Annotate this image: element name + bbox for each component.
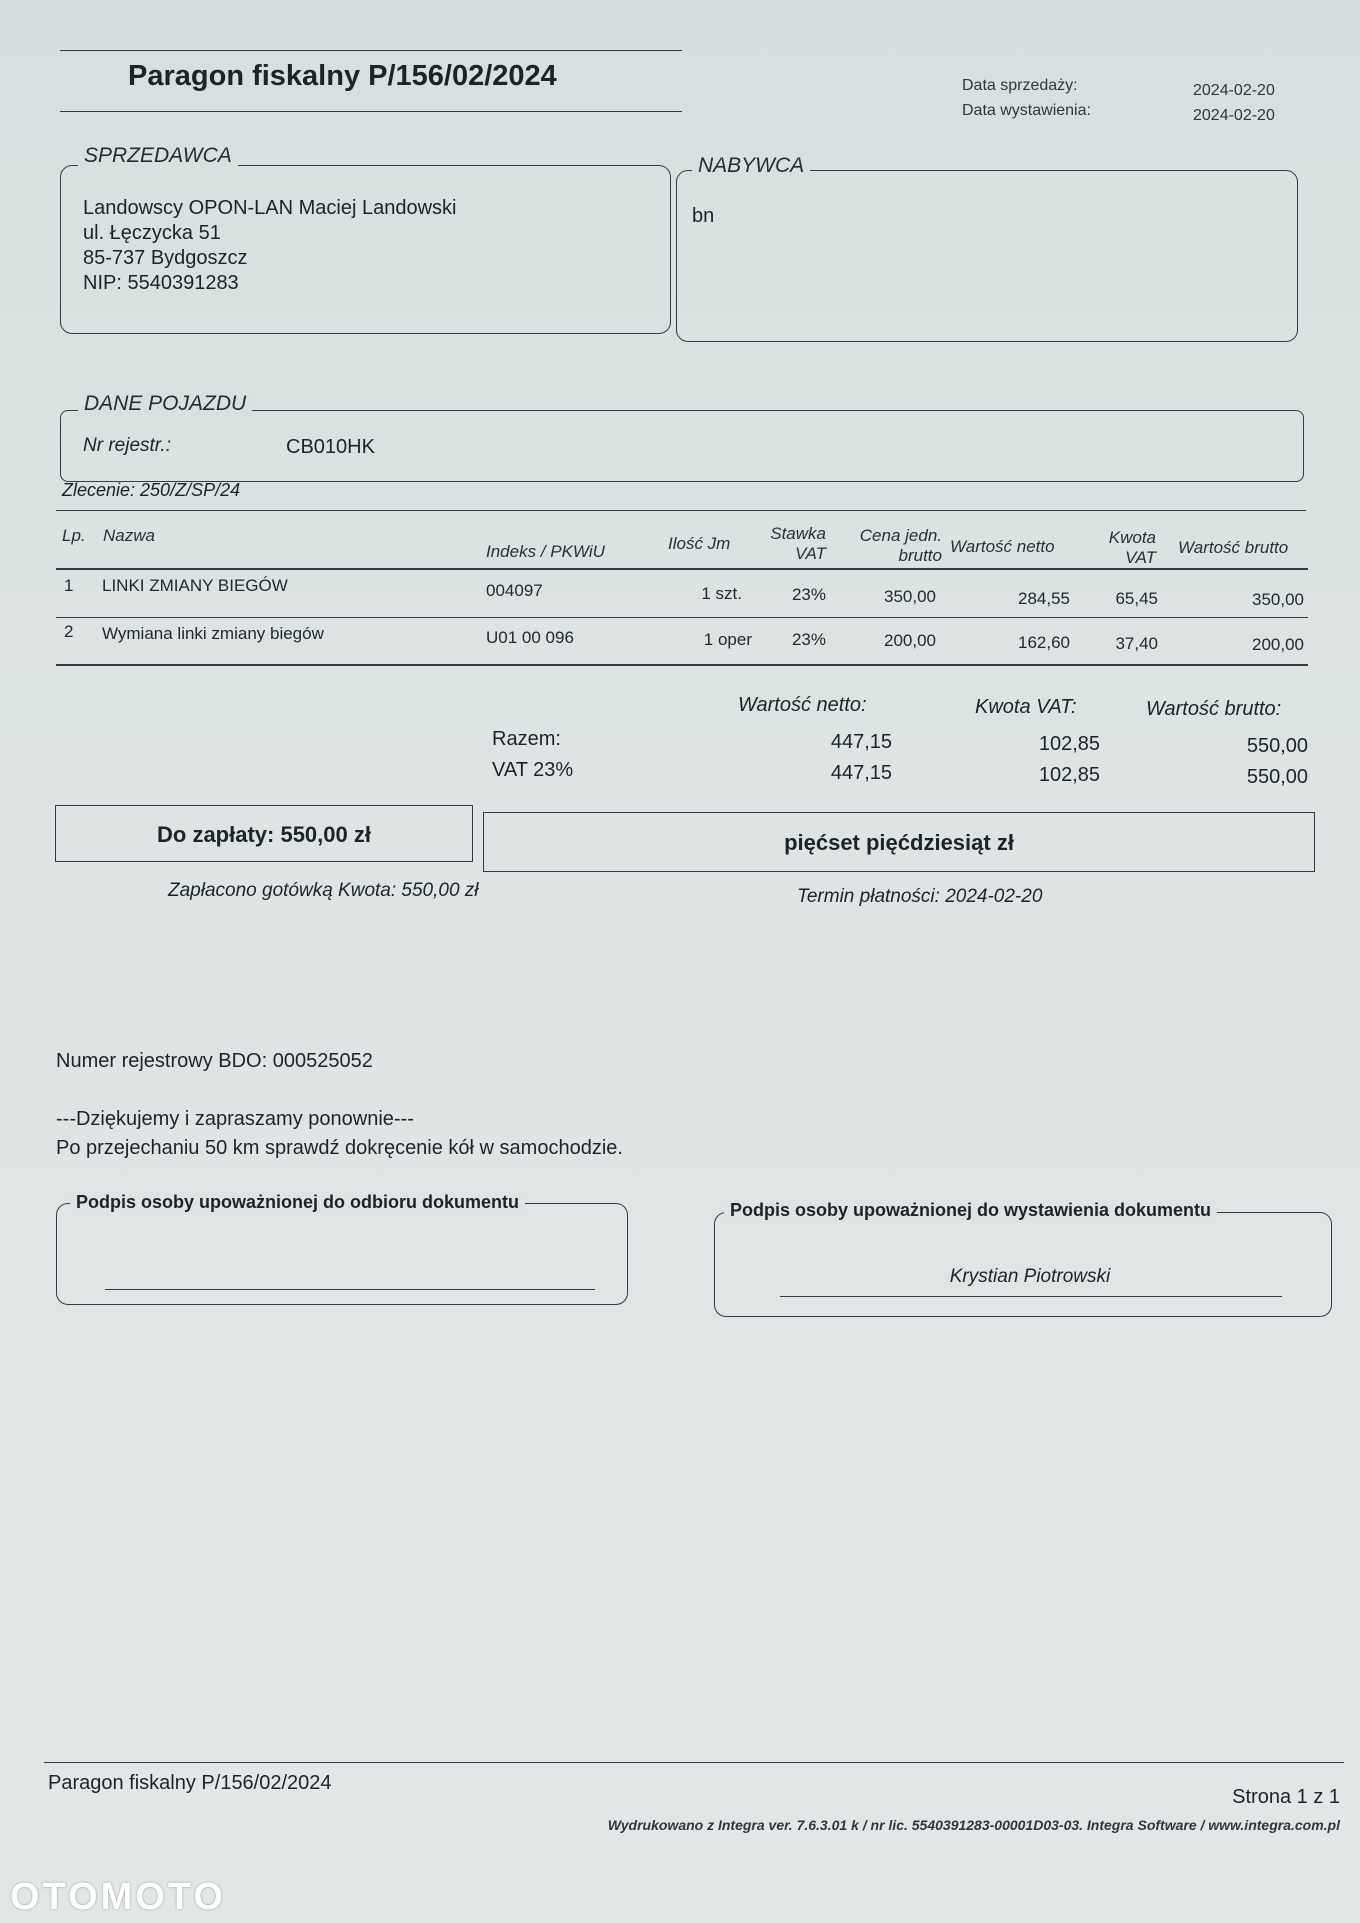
- payment-due-date: Termin płatności: 2024-02-20: [797, 886, 1043, 907]
- thanks-note: ---Dziękujemy i zapraszamy ponownie---: [56, 1108, 414, 1130]
- order-number: Zlecenie: 250/Z/SP/24: [62, 480, 241, 500]
- buyer-name: bn: [692, 205, 715, 227]
- row-name: LINKI ZMIANY BIEGÓW: [102, 576, 288, 595]
- seller-legend: SPRZEDAWCA: [78, 144, 238, 168]
- row-vat: 37,40: [1115, 634, 1158, 653]
- summary-vat-net: 447,15: [830, 762, 892, 784]
- summary-vat-vat: 102,85: [1038, 764, 1100, 786]
- row-divider: [56, 617, 1308, 618]
- col-vat-header: Kwota VAT: [1108, 528, 1156, 567]
- table-bottom-rule: [56, 664, 1308, 666]
- table-top-rule: [56, 510, 1306, 511]
- issuer-signature-box: [714, 1212, 1332, 1317]
- issue-date-label: Data wystawienia:: [962, 102, 1091, 119]
- row-net: 284,55: [1018, 589, 1070, 608]
- vehicle-reg-value: CB010HK: [286, 436, 375, 458]
- summary-total-label: Razem:: [492, 728, 561, 750]
- row-lp: 2: [64, 622, 74, 641]
- seller-name: Landowscy OPON-LAN Maciej Landowski: [83, 197, 457, 219]
- buyer-box: [676, 170, 1298, 342]
- row-qty: 1 oper: [703, 630, 752, 649]
- row-gross: 200,00: [1252, 635, 1304, 654]
- issuer-name: Krystian Piotrowski: [949, 1266, 1111, 1287]
- col-gross-header: Wartość brutto: [1178, 538, 1289, 557]
- amount-due-box: Do zapłaty: 550,00 zł: [55, 805, 473, 862]
- row-net: 162,60: [1018, 633, 1070, 652]
- summary-vat-gross: 550,00: [1246, 766, 1308, 788]
- issuer-signature-label: Podpis osoby upoważnionej do wystawienia dokumentu: [724, 1200, 1217, 1221]
- page-number: Strona 1 z 1: [1232, 1786, 1340, 1808]
- summary-total-net: 447,15: [830, 731, 892, 753]
- summary-gross-header: Wartość brutto:: [1146, 698, 1282, 720]
- issuer-signature-line: [780, 1296, 1282, 1297]
- row-rate: 23%: [791, 630, 826, 649]
- row-gross: 350,00: [1252, 590, 1304, 609]
- summary-vat-header: Kwota VAT:: [975, 696, 1077, 718]
- footer-rule: [44, 1762, 1344, 1763]
- summary-total-gross: 550,00: [1246, 735, 1308, 757]
- row-index: U01 00 096: [486, 628, 574, 647]
- col-name-header: Nazwa: [103, 526, 155, 545]
- col-qty-header: Ilość Jm: [668, 534, 731, 553]
- summary-total-vat: 102,85: [1038, 733, 1100, 755]
- row-rate: 23%: [791, 585, 826, 604]
- wheel-check-note: Po przejechaniu 50 km sprawdź dokręcenie kół w samochodzie.: [56, 1137, 623, 1159]
- printed-by-note: Wydrukowano z Integra ver. 7.6.3.01 k / nr lic. 5540391283-00001D03-03. Integra Software / www.integra.com.pl: [607, 1817, 1340, 1833]
- receiver-signature-label: Podpis osoby upoważnionej do odbioru dokumentu: [70, 1192, 525, 1213]
- col-net-header: Wartość netto: [950, 537, 1055, 556]
- document-title: Paragon fiskalny P/156/02/2024: [128, 60, 557, 92]
- seller-nip: NIP: 5540391283: [83, 272, 239, 294]
- row-price: 200,00: [884, 631, 936, 650]
- sale-date: 2024-02-20: [1193, 82, 1275, 99]
- footer-document-ref: Paragon fiskalny P/156/02/2024: [48, 1772, 332, 1794]
- summary-vat-label: VAT 23%: [492, 759, 574, 781]
- row-name: Wymiana linki zmiany biegów: [102, 624, 324, 643]
- vehicle-reg-label: Nr rejestr.:: [83, 435, 171, 456]
- row-index: 004097: [486, 581, 543, 600]
- title-bottom-rule: [60, 111, 682, 112]
- amount-in-words-box: pięćset pięćdziesiąt zł: [483, 812, 1315, 872]
- paid-cash-note: Zapłacono gotówką Kwota: 550,00 zł: [168, 880, 479, 901]
- col-rate-header: Stawka VAT: [770, 524, 826, 563]
- vehicle-legend: DANE POJAZDU: [78, 392, 252, 416]
- col-lp-header: Lp.: [62, 526, 86, 545]
- receiver-signature-line: [105, 1289, 595, 1290]
- vehicle-box: [60, 410, 1304, 482]
- row-qty: 1 szt.: [701, 584, 742, 603]
- table-header-rule: [56, 568, 1308, 570]
- title-top-rule: [60, 50, 682, 51]
- bdo-number: Numer rejestrowy BDO: 000525052: [56, 1050, 373, 1072]
- col-price-header: Cena jedn. brutto: [859, 526, 942, 565]
- col-index-header: Indeks / PKWiU: [486, 542, 605, 561]
- otomoto-logo: OTOMOTO: [10, 1876, 226, 1918]
- sale-date-label: Data sprzedaży:: [962, 77, 1078, 94]
- row-lp: 1: [64, 576, 74, 595]
- buyer-legend: NABYWCA: [692, 154, 810, 178]
- seller-street: ul. Łęczycka 51: [83, 222, 221, 244]
- summary-net-header: Wartość netto:: [738, 694, 867, 716]
- seller-city: 85-737 Bydgoszcz: [83, 247, 248, 269]
- issue-date: 2024-02-20: [1193, 107, 1275, 124]
- row-price: 350,00: [884, 587, 936, 606]
- row-vat: 65,45: [1115, 589, 1158, 608]
